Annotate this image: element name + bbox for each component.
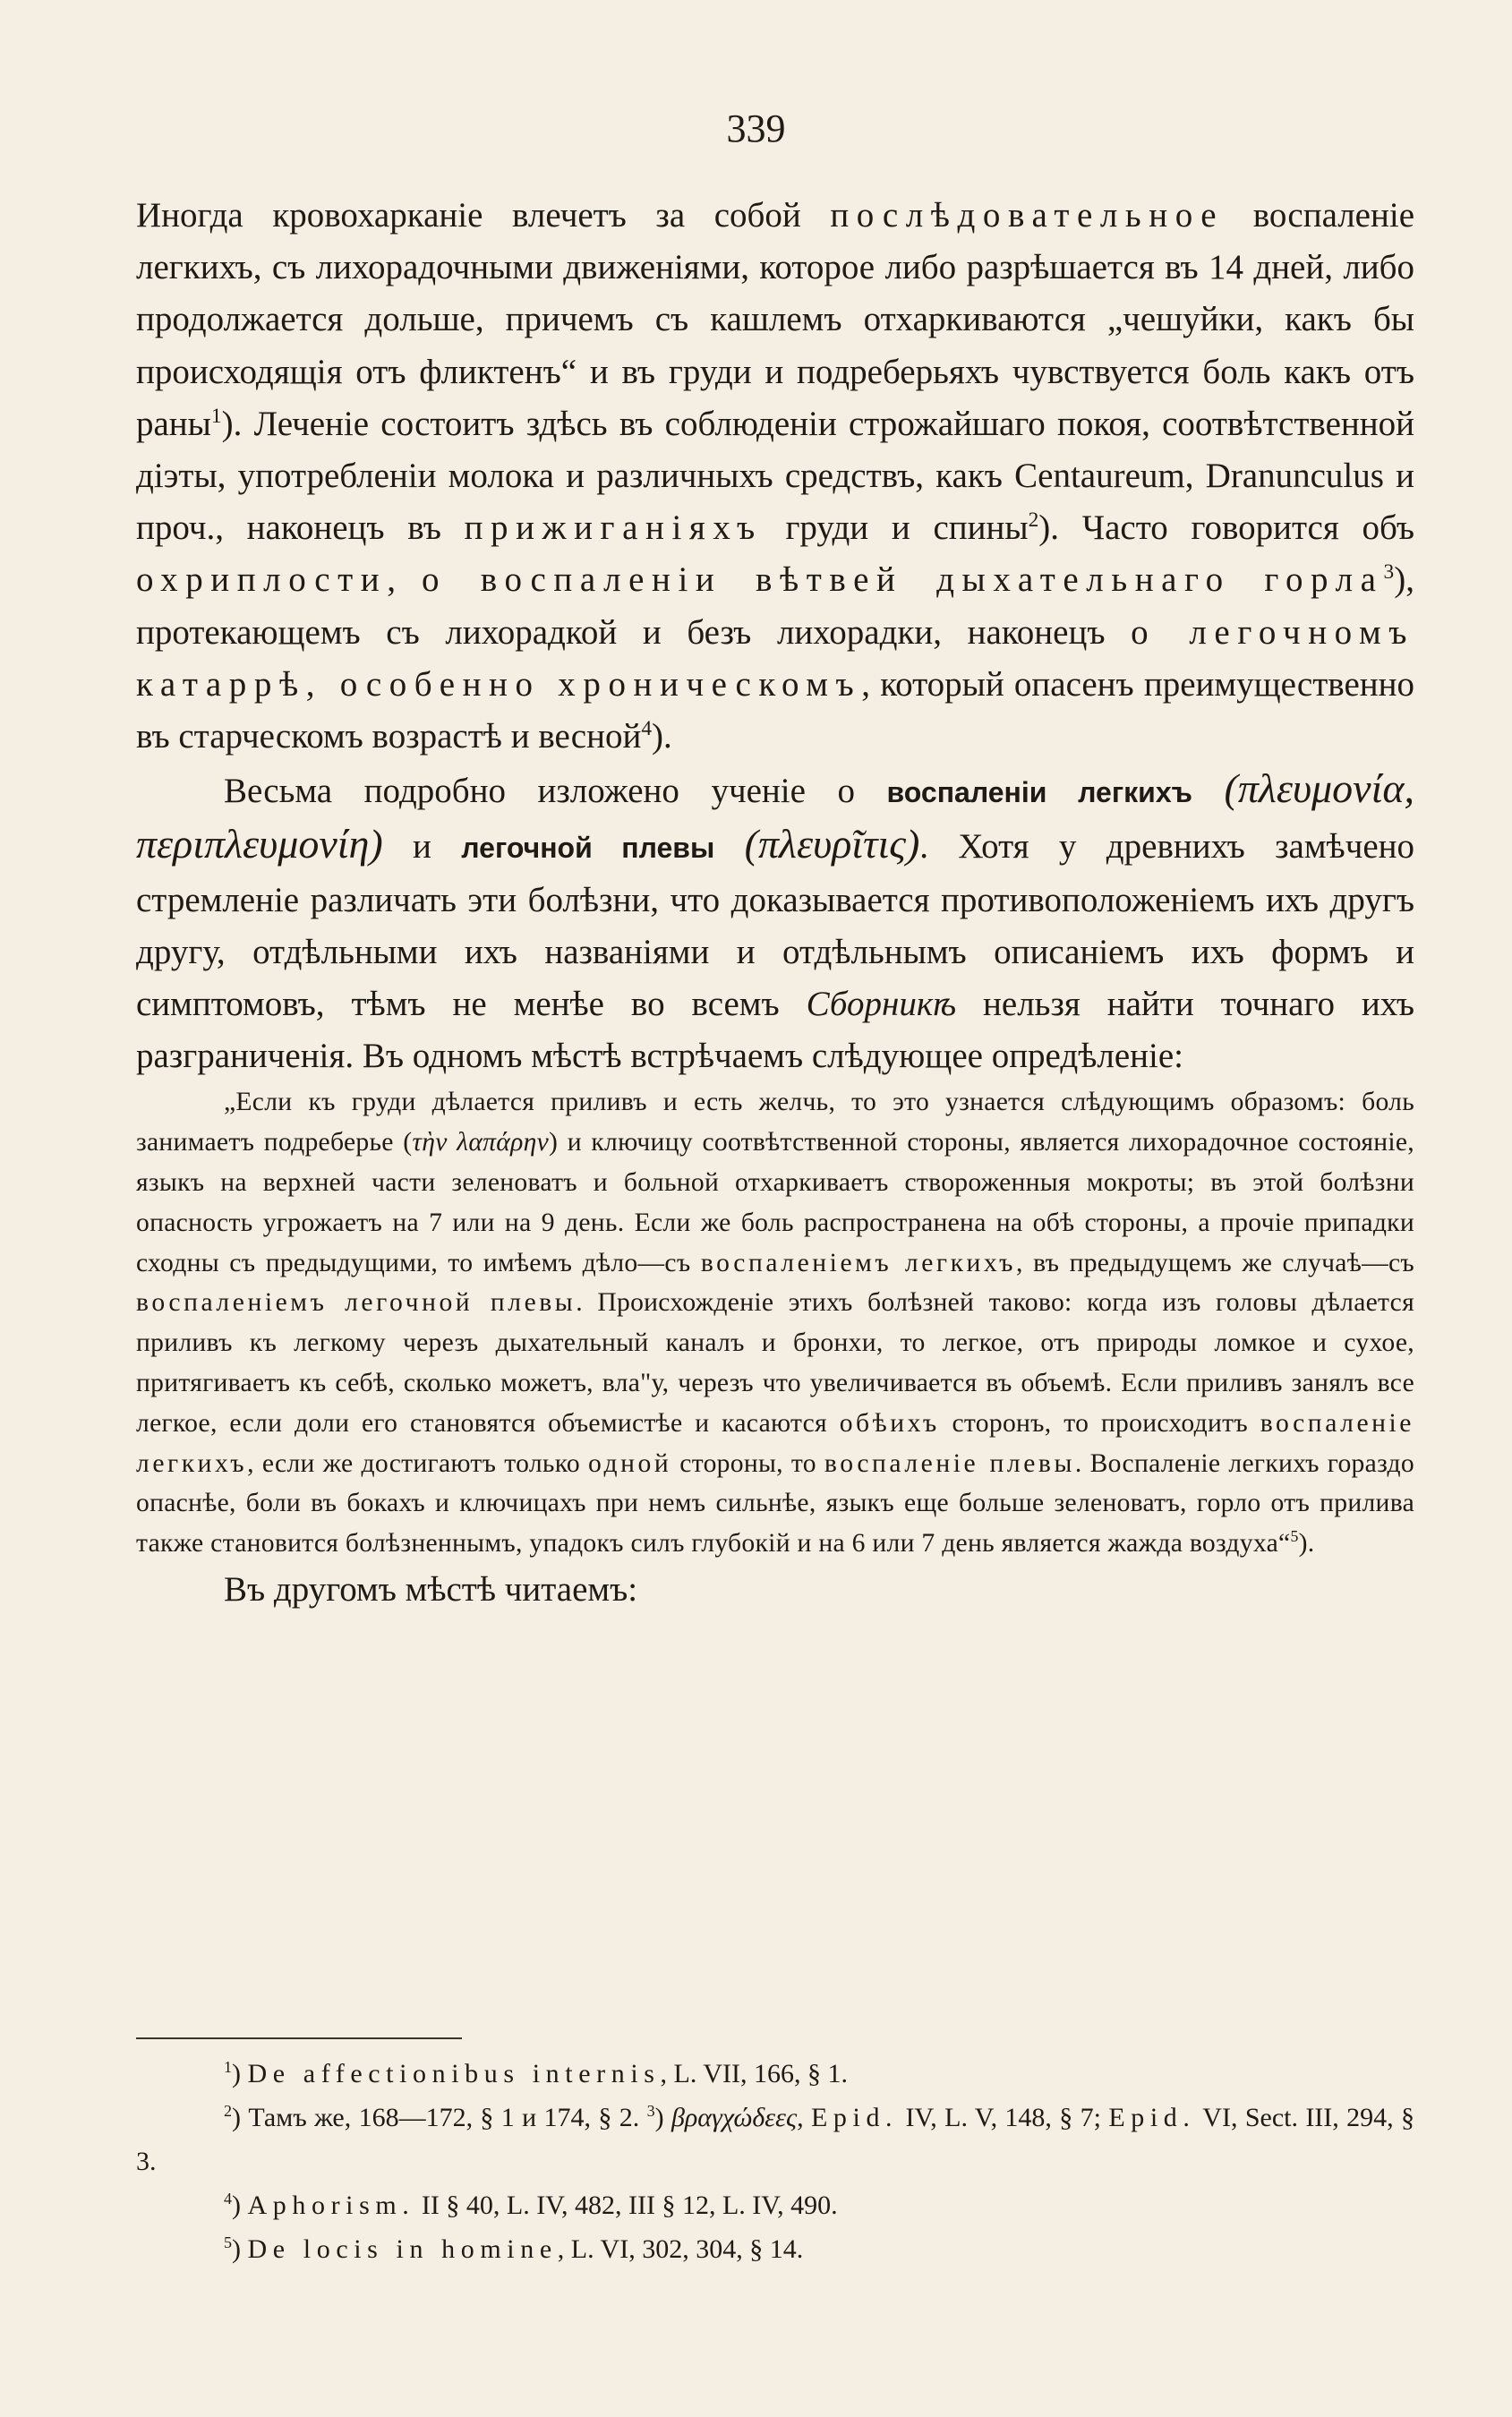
footnote-mark: 4 bbox=[224, 2190, 232, 2208]
footnote-2: $^2$) Тамъ же, 168—172, § 1 и 174, § 2. $^3$) βραγχώδεες, Epid. IV, L. V, 148, § 7; Epid. VI, Sect. III, 294, § 3. bbox=[136, 2102, 1414, 2176]
spaced-text: о легочномъ катаррѣ, особенно хроническомъ bbox=[136, 612, 1414, 704]
spaced-text: воспаленіемъ легкихъ bbox=[700, 1248, 1016, 1277]
text-run: ). bbox=[652, 717, 672, 756]
paragraph-2 bbox=[136, 763, 1414, 1082]
footnote-mark: 5 bbox=[224, 2233, 232, 2251]
bold-term: воспаленіи легкихъ bbox=[886, 776, 1192, 809]
italic-term: Сборникѣ bbox=[806, 985, 957, 1024]
spaced-text: послѣдовательное bbox=[830, 196, 1225, 235]
footnote-mark: 3 bbox=[646, 2102, 655, 2120]
footnote-ref: 3 bbox=[1383, 560, 1395, 585]
text-run: , bbox=[797, 2103, 811, 2132]
spaced-text: воспаленіемъ легочной плевы bbox=[136, 1288, 577, 1318]
spaced-text: одной bbox=[588, 1448, 672, 1478]
footnote-ref: 2 bbox=[1028, 508, 1039, 533]
footnote-4: $^4$) Aphorism. II § 40, L. IV, 482, III § 12, L. IV, 490. bbox=[224, 2190, 838, 2220]
spaced-text: воспаленіе легкихъ bbox=[136, 1408, 1414, 1478]
footnotes bbox=[136, 2052, 1414, 2271]
spaced-text: воспаленіе плевы bbox=[824, 1448, 1075, 1478]
text-run: груди и спины bbox=[762, 508, 1029, 548]
text-run: , L. VI, 302, 304, § 14. bbox=[557, 2234, 804, 2264]
closing-line: Въ другомъ мѣстѣ читаемъ: bbox=[224, 1570, 638, 1610]
text-run: , bbox=[387, 560, 423, 600]
greek-term: τὴν λαπάρην bbox=[412, 1128, 550, 1157]
text-run: , L. VII, 166, § 1. bbox=[660, 2059, 848, 2088]
footnote-ref: 5 bbox=[1290, 1527, 1299, 1546]
footnote-divider bbox=[136, 2037, 462, 2039]
text-run: . Хотя у древнихъ замѣчено стремленіе различать эти болѣзни, что доказывается противоположеніемъ ихъ другъ другу, отдѣльными ихъ названіями и отдѣльнымъ описаніемъ ихъ формъ и симптомовъ, тѣмъ не менѣе во всемъ bbox=[136, 827, 1415, 1024]
spaced-text: De locis in homine bbox=[247, 2234, 558, 2264]
text-run bbox=[714, 827, 744, 866]
spaced-text: о воспаленіи вѣтвей дыхательнаго горла bbox=[422, 560, 1384, 600]
text-run: ). Часто говорится объ bbox=[1038, 508, 1414, 548]
text-run: ) и ключицу соотвѣтственной стороны, является лихорадочное состояніе, языкъ на верхней части зеленоватъ и больной отхаркиваетъ створоженныя мокроты; въ этой болѣзни опасность угрожаетъ на 7 или на 9 день. Если же боль распространена на обѣ стороны, а прочіе припадки сходны съ предыдущими, то имѣемъ дѣло—съ bbox=[136, 1128, 1415, 1277]
footnote-mark: 1 bbox=[224, 2058, 232, 2076]
text-run: II § 40, L. IV, 482, III § 12, L. IV, 490. bbox=[414, 2191, 838, 2220]
text-run: ), протекающемъ съ лихорадкой и безъ лихорадки, наконецъ bbox=[136, 560, 1414, 652]
text-run: Иногда кровохарканіе влечетъ за собой bbox=[136, 196, 831, 235]
greek-term: βραγχώδεες bbox=[671, 2103, 798, 2132]
footnote-5: $^5$) De locis in homine, L. VI, 302, 304, § 14. bbox=[224, 2233, 804, 2264]
spaced-text: De affectionibus internis bbox=[247, 2059, 661, 2088]
text-run: ). Леченіе состоитъ здѣсь въ соблюденіи строжайшаго покоя, соотвѣтственной діэты, употребленіи молока и различныхъ средствъ, какъ Centaureum, Dranunculus и проч., наконецъ въ bbox=[136, 404, 1414, 548]
text-run: VI, Sect. III, 294, § 3. bbox=[136, 2103, 1414, 2176]
spaced-text: охриплости bbox=[136, 560, 388, 600]
text-run: нельзя найти точнаго ихъ разграниченія. Въ одномъ мѣстѣ встрѣчаемъ слѣдующее опредѣленіе: bbox=[136, 985, 1414, 1076]
greek-term: (πλευρῖτις) bbox=[744, 821, 920, 867]
text-run: сторонъ, то происходитъ bbox=[939, 1408, 1260, 1438]
text-run bbox=[1192, 772, 1225, 810]
spaced-text: обѣихъ bbox=[839, 1408, 940, 1438]
spaced-text: Epid. bbox=[810, 2103, 899, 2132]
text-run: , который опасенъ преимущественно въ старческомъ возрастѣ и весной bbox=[136, 664, 1414, 756]
footnote-ref: 4 bbox=[641, 717, 653, 741]
footnote-mark: 2 bbox=[224, 2102, 232, 2120]
text-run: . Воспаленіе легкихъ гораздо опаснѣе, боли въ бокахъ и ключицахъ при немъ сильнѣе, языкъ еще больше зеленоватъ, горло отъ прилива также становится болѣзненнымъ, упадокъ силъ глубокій и на 6 или 7 день является жажда воздуха“ bbox=[136, 1448, 1414, 1559]
paragraph-1 bbox=[136, 190, 1414, 763]
spaced-text: Aphorism. bbox=[247, 2191, 415, 2220]
text-run: воспаленіе легкихъ, съ лихорадочными движеніями, которое либо разрѣшается въ 14 дней, либо продолжается дольше, причемъ съ кашлемъ отхаркиваются „чешуйки, какъ бы происходящія отъ фликтенъ“ и въ груди и подреберьяхъ чувствуется боль какъ отъ раны bbox=[136, 196, 1415, 443]
text-run: . Происхожденіе этихъ болѣзней таково: когда изъ головы дѣлается приливъ къ легкому черезъ дыхательный каналъ и бронхи, то легкое, отъ природы ломкое и сухое, притягиваетъ къ себѣ, сколько можетъ, вла"у, черезъ что увеличивается въ объемѣ. Если приливъ занялъ все легкое, если доли его становятся объемистѣе и касаются bbox=[136, 1288, 1414, 1438]
main-text bbox=[136, 190, 1414, 1616]
text-run: ). bbox=[1298, 1529, 1315, 1559]
bold-term: легочной плевы bbox=[461, 832, 715, 865]
text-run: Тамъ же, 168—172, § 1 и 174, § 2. bbox=[248, 2103, 647, 2132]
page-number: 339 bbox=[726, 107, 786, 150]
spaced-text: прижиганіяхъ bbox=[464, 508, 763, 548]
block-quote bbox=[136, 1082, 1414, 1564]
spaced-text: Epid. bbox=[1108, 2103, 1196, 2132]
greek-term: (πλευμονία, περιπλευμονίη) bbox=[136, 765, 1414, 867]
footnote-ref: 1 bbox=[210, 404, 222, 428]
text-run: IV, L. V, 148, § 7; bbox=[898, 2103, 1109, 2132]
text-run: „Если къ груди дѣлается приливъ и есть желчь, то это узнается слѣдующимъ образомъ: боль занимаетъ подреберье ( bbox=[136, 1088, 1414, 1157]
footnote-1: $^1$) De affectionibus internis, L. VII, 166, § 1. bbox=[224, 2058, 848, 2088]
text-run: , въ предыдущемъ же случаѣ—съ bbox=[1016, 1248, 1414, 1277]
text-run: и bbox=[382, 827, 462, 867]
text-run: стороны, то bbox=[671, 1448, 824, 1478]
text-run: , если же достигаютъ только bbox=[247, 1448, 589, 1478]
text-run: Весьма подробно изложено ученіе о bbox=[224, 772, 887, 811]
